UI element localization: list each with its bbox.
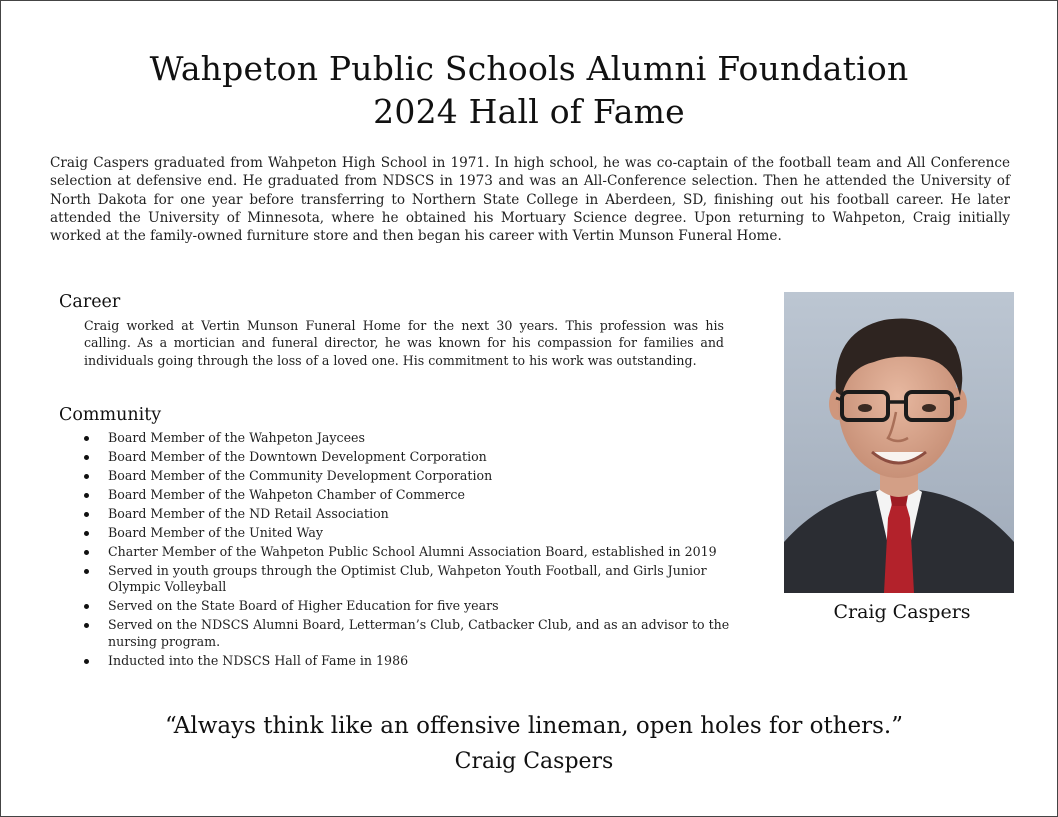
community-item: Inducted into the NDSCS Hall of Fame in 1986 [81, 653, 731, 670]
community-item: Board Member of the United Way [81, 525, 731, 542]
intro-paragraph: Craig Caspers graduated from Wahpeton High School in 1971. In high school, he was co-captain of the football team and All Conference selection at defensive end. He graduated from NDSCS in 1973 and was an All-Conference selection. Then he attended the University of North Dakota for one year before transferring to Northern State College in Aberdeen, SD, finishing out his football career. He later attended the University of Minnesota, where he obtained his Mortuary Science degree. Upon returning to Wahpeton, Craig initially worked at the family-owned furniture store and then began his career with Vertin Munson Funeral Home. [50, 155, 1010, 245]
community-item: Served on the State Board of Higher Education for five years [81, 598, 731, 615]
community-item: Board Member of the Community Development Corporation [81, 468, 731, 485]
community-heading: Community [59, 405, 162, 425]
community-item: Served on the NDSCS Alumni Board, Letterman’s Club, Catbacker Club, and as an advisor to the nursing program. [81, 617, 731, 650]
community-item: Served in youth groups through the Optimist Club, Wahpeton Youth Football, and Girls Junior Olympic Volleyball [81, 563, 731, 596]
community-item: Charter Member of the Wahpeton Public School Alumni Association Board, established in 2019 [81, 544, 731, 561]
community-item: Board Member of the Wahpeton Chamber of Commerce [81, 487, 731, 504]
community-item: Board Member of the Downtown Development Corporation [81, 449, 731, 466]
career-paragraph: Craig worked at Vertin Munson Funeral Home for the next 30 years. This profession was his calling. As a mortician and funeral director, he was known for his compassion for families and individuals going through the loss of a loved one. His commitment to his work was outstanding. [84, 318, 724, 368]
portrait-photo [784, 292, 1014, 593]
community-item: Board Member of the Wahpeton Jaycees [81, 430, 731, 447]
community-item: Board Member of the ND Retail Association [81, 506, 731, 523]
community-list [81, 430, 731, 672]
portrait-illustration [784, 292, 1014, 593]
quote-author: Craig Caspers [454, 749, 614, 774]
page-title-foundation: Wahpeton Public Schools Alumni Foundation [149, 49, 909, 88]
page-title-hall-of-fame: 2024 Hall of Fame [373, 92, 685, 131]
career-heading: Career [59, 292, 121, 312]
photo-caption: Craig Caspers [833, 601, 971, 623]
quote-text: “Always think like an offensive lineman, open holes for others.” [164, 713, 904, 739]
